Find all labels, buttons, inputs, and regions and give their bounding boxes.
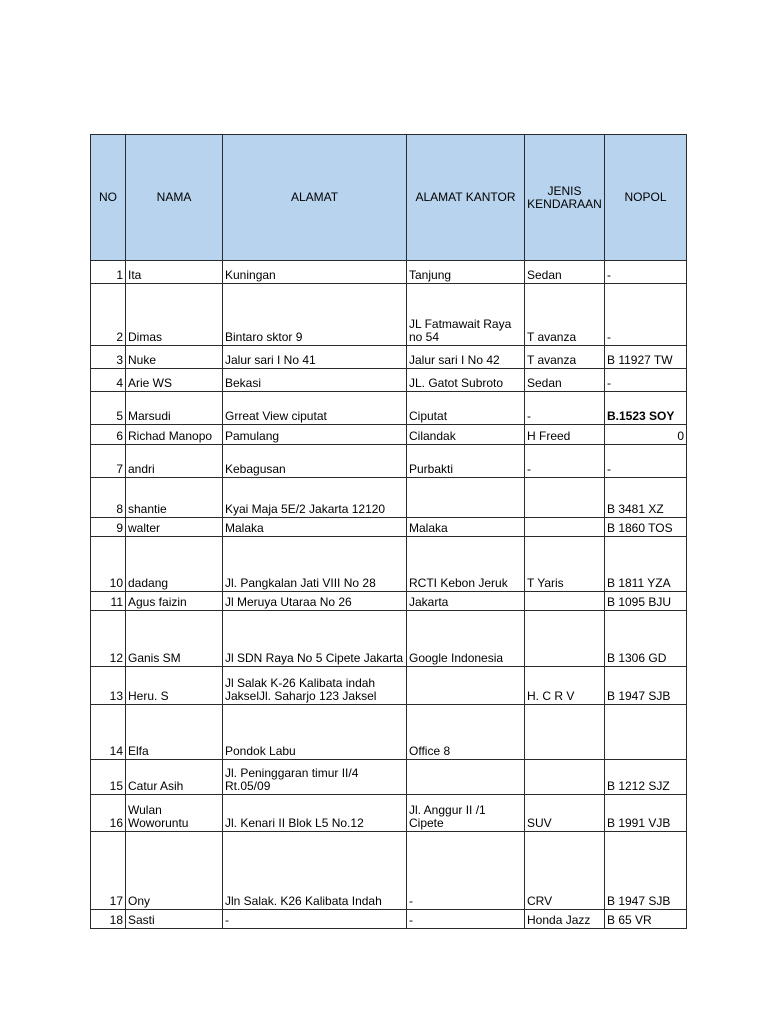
cell-no: 8: [91, 478, 126, 518]
cell-alamat-kantor: Malaka: [407, 518, 525, 537]
cell-alamat: Jl SDN Raya No 5 Cipete Jakarta: [223, 611, 407, 667]
cell-alamat-kantor: Jalur sari I No 42: [407, 346, 525, 369]
cell-no: 13: [91, 667, 126, 705]
table-row: [91, 425, 687, 445]
cell-alamat: Pamulang: [223, 425, 407, 445]
cell-jenis-kendaraan: Honda Jazz: [525, 910, 605, 929]
cell-alamat: Jl. Pangkalan Jati VIII No 28: [223, 537, 407, 592]
cell-alamat-kantor: -: [407, 910, 525, 929]
cell-alamat: Bintaro sktor 9: [223, 284, 407, 346]
cell-nopol: B 1306 GD: [605, 611, 687, 667]
cell-nopol: [605, 705, 687, 760]
cell-no: 7: [91, 445, 126, 478]
cell-nama: Heru. S: [126, 667, 223, 705]
cell-jenis-kendaraan: Sedan: [525, 261, 605, 284]
cell-alamat: Grreat View ciputat: [223, 392, 407, 425]
cell-nama: Ganis SM: [126, 611, 223, 667]
cell-alamat: Pondok Labu: [223, 705, 407, 760]
cell-nopol: B 1947 SJB: [605, 667, 687, 705]
header-nopol: NOPOL: [605, 135, 687, 261]
header-jenis-kendaraan: JENIS KENDARAAN: [525, 135, 605, 261]
contact-table: [90, 134, 687, 929]
cell-jenis-kendaraan: T avanza: [525, 284, 605, 346]
table-row: [91, 284, 687, 346]
header-row: [91, 135, 687, 261]
cell-nama: Marsudi: [126, 392, 223, 425]
cell-nama: Elfa: [126, 705, 223, 760]
cell-alamat: Jl. Kenari II Blok L5 No.12: [223, 795, 407, 832]
cell-nama: Catur Asih: [126, 760, 223, 795]
cell-jenis-kendaraan: H. C R V: [525, 667, 605, 705]
cell-nama: shantie: [126, 478, 223, 518]
cell-nopol: B 1095 BJU: [605, 592, 687, 611]
table-row: [91, 346, 687, 369]
cell-alamat: Malaka: [223, 518, 407, 537]
cell-no: 14: [91, 705, 126, 760]
cell-no: 2: [91, 284, 126, 346]
table-row: [91, 832, 687, 910]
cell-nama: Richad Manopo: [126, 425, 223, 445]
table-row: [91, 795, 687, 832]
table-row: [91, 445, 687, 478]
cell-nopol: -: [605, 284, 687, 346]
cell-alamat-kantor: JL Fatmawait Raya no 54: [407, 284, 525, 346]
cell-alamat-kantor: [407, 760, 525, 795]
cell-nopol: B 1811 YZA: [605, 537, 687, 592]
table-row: [91, 261, 687, 284]
cell-jenis-kendaraan: [525, 592, 605, 611]
cell-no: 11: [91, 592, 126, 611]
cell-nama: Nuke: [126, 346, 223, 369]
cell-nama: Dimas: [126, 284, 223, 346]
cell-nama: walter: [126, 518, 223, 537]
header-alamat-kantor: ALAMAT KANTOR: [407, 135, 525, 261]
cell-nama: dadang: [126, 537, 223, 592]
cell-no: 9: [91, 518, 126, 537]
cell-alamat-kantor: [407, 667, 525, 705]
cell-alamat-kantor: Purbakti: [407, 445, 525, 478]
cell-nopol: B 1947 SJB: [605, 832, 687, 910]
cell-jenis-kendaraan: CRV: [525, 832, 605, 910]
cell-nama: Sasti: [126, 910, 223, 929]
cell-jenis-kendaraan: -: [525, 445, 605, 478]
cell-nopol: 0: [605, 425, 687, 445]
cell-no: 12: [91, 611, 126, 667]
cell-alamat: Jl Meruya Utaraa No 26: [223, 592, 407, 611]
cell-no: 6: [91, 425, 126, 445]
cell-jenis-kendaraan: [525, 705, 605, 760]
table-row: [91, 518, 687, 537]
table-row: [91, 537, 687, 592]
cell-no: 1: [91, 261, 126, 284]
cell-alamat-kantor: RCTI Kebon Jeruk: [407, 537, 525, 592]
cell-alamat-kantor: Office 8: [407, 705, 525, 760]
cell-alamat: Jln Salak. K26 Kalibata Indah: [223, 832, 407, 910]
cell-jenis-kendaraan: [525, 518, 605, 537]
cell-alamat: -: [223, 910, 407, 929]
cell-jenis-kendaraan: [525, 478, 605, 518]
header-no: NO: [91, 135, 126, 261]
cell-jenis-kendaraan: [525, 760, 605, 795]
cell-alamat-kantor: Jl. Anggur II /1 Cipete: [407, 795, 525, 832]
cell-no: 15: [91, 760, 126, 795]
cell-alamat: Kebagusan: [223, 445, 407, 478]
cell-nopol: B.1523 SOY: [605, 392, 687, 425]
cell-alamat-kantor: Tanjung: [407, 261, 525, 284]
cell-alamat: Jl. Peninggaran timur II/4 Rt.05/09: [223, 760, 407, 795]
cell-nopol: B 1991 VJB: [605, 795, 687, 832]
cell-nopol: B 1212 SJZ: [605, 760, 687, 795]
cell-nopol: B 65 VR: [605, 910, 687, 929]
cell-nopol: -: [605, 261, 687, 284]
cell-nama: Ita: [126, 261, 223, 284]
table-row: [91, 592, 687, 611]
cell-alamat: Bekasi: [223, 369, 407, 392]
cell-jenis-kendaraan: [525, 611, 605, 667]
cell-jenis-kendaraan: -: [525, 392, 605, 425]
cell-no: 17: [91, 832, 126, 910]
cell-alamat-kantor: [407, 478, 525, 518]
cell-no: 10: [91, 537, 126, 592]
cell-nama: Arie WS: [126, 369, 223, 392]
cell-alamat: Kuningan: [223, 261, 407, 284]
cell-nama: Agus faizin: [126, 592, 223, 611]
table-row: [91, 667, 687, 705]
cell-alamat: Jl Salak K-26 Kalibata indah JakselJl. Saharjo 123 Jaksel: [223, 667, 407, 705]
cell-jenis-kendaraan: T avanza: [525, 346, 605, 369]
table-row: [91, 760, 687, 795]
cell-no: 4: [91, 369, 126, 392]
cell-alamat-kantor: Jakarta: [407, 592, 525, 611]
cell-jenis-kendaraan: T Yaris: [525, 537, 605, 592]
cell-alamat-kantor: Ciputat: [407, 392, 525, 425]
cell-no: 5: [91, 392, 126, 425]
cell-alamat-kantor: Cilandak: [407, 425, 525, 445]
cell-jenis-kendaraan: H Freed: [525, 425, 605, 445]
cell-no: 16: [91, 795, 126, 832]
table-row: [91, 369, 687, 392]
table-row: [91, 705, 687, 760]
header-alamat: ALAMAT: [223, 135, 407, 261]
cell-alamat-kantor: -: [407, 832, 525, 910]
cell-nama: andri: [126, 445, 223, 478]
cell-no: 3: [91, 346, 126, 369]
table-row: [91, 611, 687, 667]
cell-nopol: -: [605, 369, 687, 392]
table-row: [91, 478, 687, 518]
cell-nopol: B 3481 XZ: [605, 478, 687, 518]
cell-nama: Wulan Woworuntu: [126, 795, 223, 832]
cell-nopol: -: [605, 445, 687, 478]
cell-no: 18: [91, 910, 126, 929]
cell-alamat-kantor: Google Indonesia: [407, 611, 525, 667]
cell-alamat: Jalur sari I No 41: [223, 346, 407, 369]
cell-jenis-kendaraan: Sedan: [525, 369, 605, 392]
cell-alamat: Kyai Maja 5E/2 Jakarta 12120: [223, 478, 407, 518]
cell-jenis-kendaraan: SUV: [525, 795, 605, 832]
cell-nopol: B 1860 TOS: [605, 518, 687, 537]
cell-alamat-kantor: JL. Gatot Subroto: [407, 369, 525, 392]
header-nama: NAMA: [126, 135, 223, 261]
cell-nopol: B 11927 TW: [605, 346, 687, 369]
table-row: [91, 910, 687, 929]
cell-nama: Ony: [126, 832, 223, 910]
table-row: [91, 392, 687, 425]
